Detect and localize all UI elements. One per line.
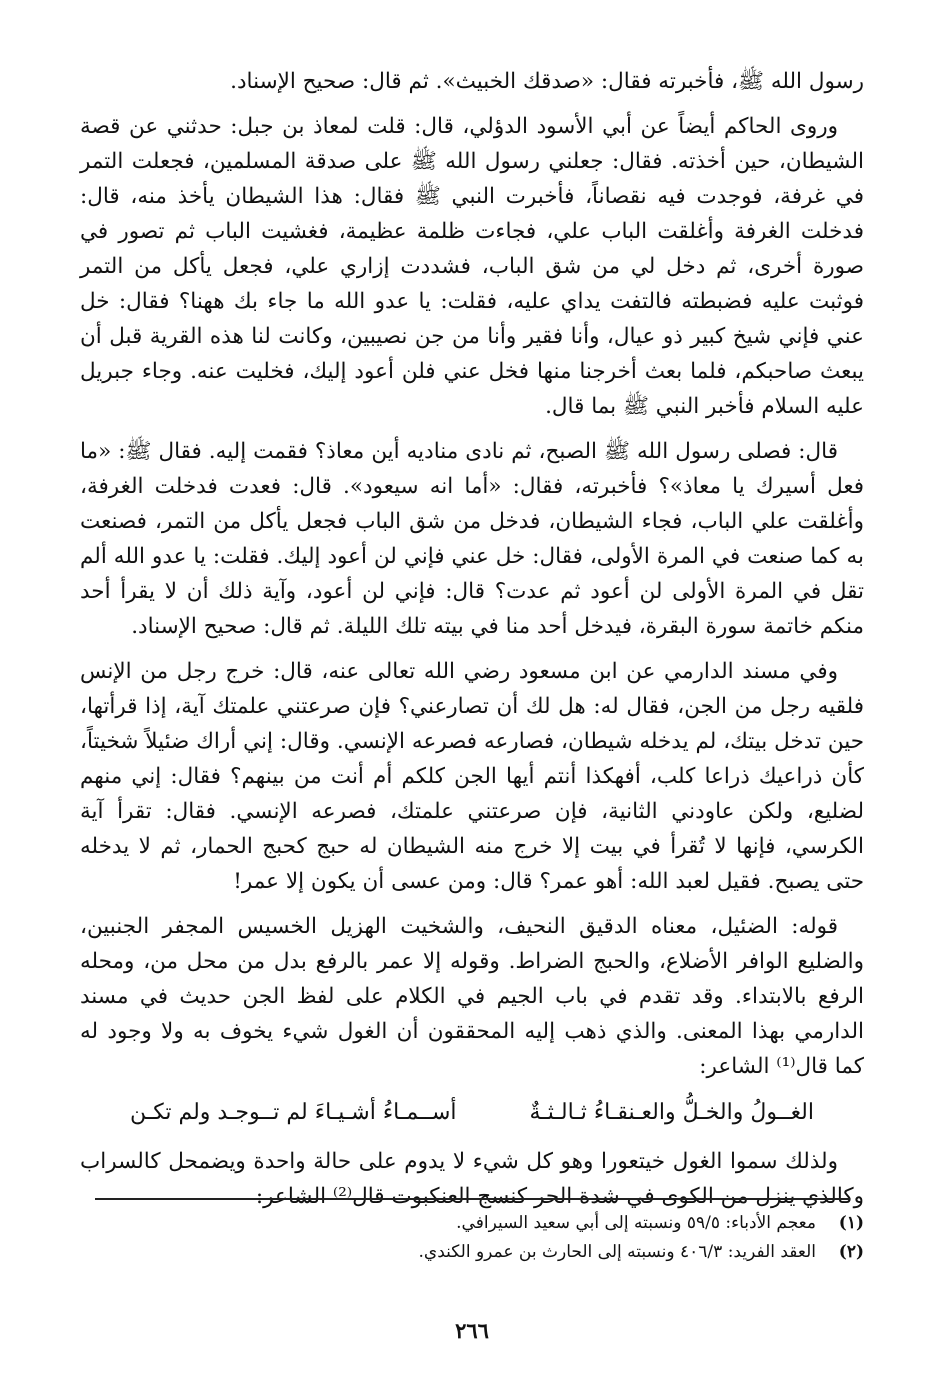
footnote-text: معجم الأدباء: ٥٩/٥ ونسبته إلى أبي سعيد السيرافي. bbox=[456, 1213, 816, 1233]
page-number: ٢٦٦ bbox=[455, 1318, 489, 1343]
page-body bbox=[80, 64, 864, 1224]
footnotes bbox=[80, 1210, 864, 1268]
paragraph-closing: ولذلك سموا الغول خيتعورا وهو كل شيء لا يدوم على حالة واحدة ويضمحل كالسراب وكالذي ينزل من الكوى في شدة الحر كنسج العنكبوت قال⁽²⁾ الشاعر: bbox=[80, 1149, 864, 1209]
paragraph-hakim-narration: وروى الحاكم أيضاً عن أبي الأسود الدؤلي، قال: قلت لمعاذ بن جبل: حدثني عن قصة الشيطان، حين أخذته. فقال: جعلني رسول الله ﷺ على صدقة المسلمين، فجعلت التمر في غرفة، فوجدت فيه نقصاناً، فأخبرت النبي ﷺ فقال: هذا الشيطان يأخذ منه، قال: فدخلت الغرفة وأغلقت الباب علي، فجاءت ظلمة عظيمة، فغشيت الباب ثم تصور في صورة أخرى، ثم دخل لي من شق الباب، فشددت إزاري علي، فجعل يأكل من التمر فوثبت عليه فضبطته فالتفت يداي عليه، فقلت: يا عدو الله ما جاء بك ههنا؟ فقال: خل عني فإني شيخ كبير ذو عيال، وأنا فقير وأنا من جن نصيبين، وكانت لنا هذه القرية قبل أن يبعث صاحبكم، فلما بعث أخرجنا منها فخل عني فلن أعود إليك، فخليت عنه. وجاء جبريل عليه السلام فأخبر النبي ﷺ بما قال. bbox=[80, 114, 864, 419]
footnote-text: العقد الفريد: ٤٠٦/٣ ونسبته إلى الحارث بن عمرو الكندي. bbox=[418, 1242, 816, 1262]
verse-first-hemistich: الغــولُ والخـلُّ والعـنقـاءُ ثـالـثـةٌ bbox=[529, 1100, 814, 1125]
footnote-number: (٢) bbox=[838, 1242, 864, 1262]
footnote-number: (١) bbox=[838, 1213, 864, 1233]
paragraph-morning-prayer: قال: فصلى رسول الله ﷺ الصبح، ثم نادى مناديه أين معاذ؟ فقمت إليه. فقال ﷺ: «ما فعل أسيرك يا معاذ»؟ فأخبرته، فقال: «أما انه سيعود». قال: فعدت فدخلت الغرفة، وأغلقت علي الباب، فجاء الشيطان، فدخل من شق الباب فجعل يأكل من التمر، فصنعت به كما صنعت في المرة الأولى، فقال: خل عني فإني لن أعود إليك. فقلت: يا عدو الله ألم تقل في المرة الأولى لن أعود ثم عدت؟ قال: فإني لن أعود، وآية ذلك أن لا يقرأ أحد منكم خاتمة سورة البقرة، فيدخل أحد منا في بيته تلك الليلة. ثم قال: صحيح الإسناد. bbox=[80, 439, 864, 639]
footnote-divider bbox=[95, 1198, 850, 1200]
poem-verse bbox=[130, 1094, 814, 1132]
footnote-item bbox=[80, 1210, 864, 1237]
footnote-item bbox=[80, 1239, 864, 1266]
paragraph-darimi-narration: وفي مسند الدارمي عن ابن مسعود رضي الله تعالى عنه، قال: خرج رجل من الإنس فلقيه رجل من الجن، فقال له: هل لك أن تصارعني؟ فإن صرعتني علمتك آية، إذا قرأتها، حين تدخل بيتك، لم يدخله شيطان، فصارعه فصرعه الإنسي. وقال: إني أراك ضئيلاً شخيتاً، كأن ذراعيك ذراعا كلب، أفهكذا أنتم أيها الجن كلكم أم أنت من بينهم؟ فقال: إني منهم لضليع، ولكن عاودني الثانية، فإن صرعتني علمتك، فصرعه الإنسي. فقال: تقرأ آية الكرسي، فإنها لا تُقرأ في بيت إلا خرج منه الشيطان له حبج كحبج الحمار، ثم لا يدخله حتى يصبح. فقيل لعبد الله: أهو عمر؟ قال: ومن عسى أن يكون إلا عمر! bbox=[80, 659, 864, 894]
verse-second-hemistich: أســمـاءُ أشـيـاءَ لم تــوجـد ولم تكـن bbox=[130, 1100, 457, 1125]
paragraph-continuation: رسول الله ﷺ، فأخبرته فقال: «صدقك الخبيث». ثم قال: صحيح الإسناد. bbox=[230, 69, 864, 94]
paragraph-commentary: قوله: الضئيل، معناه الدقيق النحيف، والشخيت الهزيل الخسيس المجفر الجنبين، والضليع الوافر الأضلاع، والحبج الضراط. وقوله إلا عمر بالرفع بدل من محل من، ومحله الرفع بالابتداء. وقد تقدم في باب الجيم في الكلام على لفظ الجن حديث في مسند الدارمي بهذا المعنى. والذي ذهب إليه المحققون أن الغول شيء يخوف به ولا وجود له كما قال⁽¹⁾ الشاعر: bbox=[80, 914, 864, 1079]
